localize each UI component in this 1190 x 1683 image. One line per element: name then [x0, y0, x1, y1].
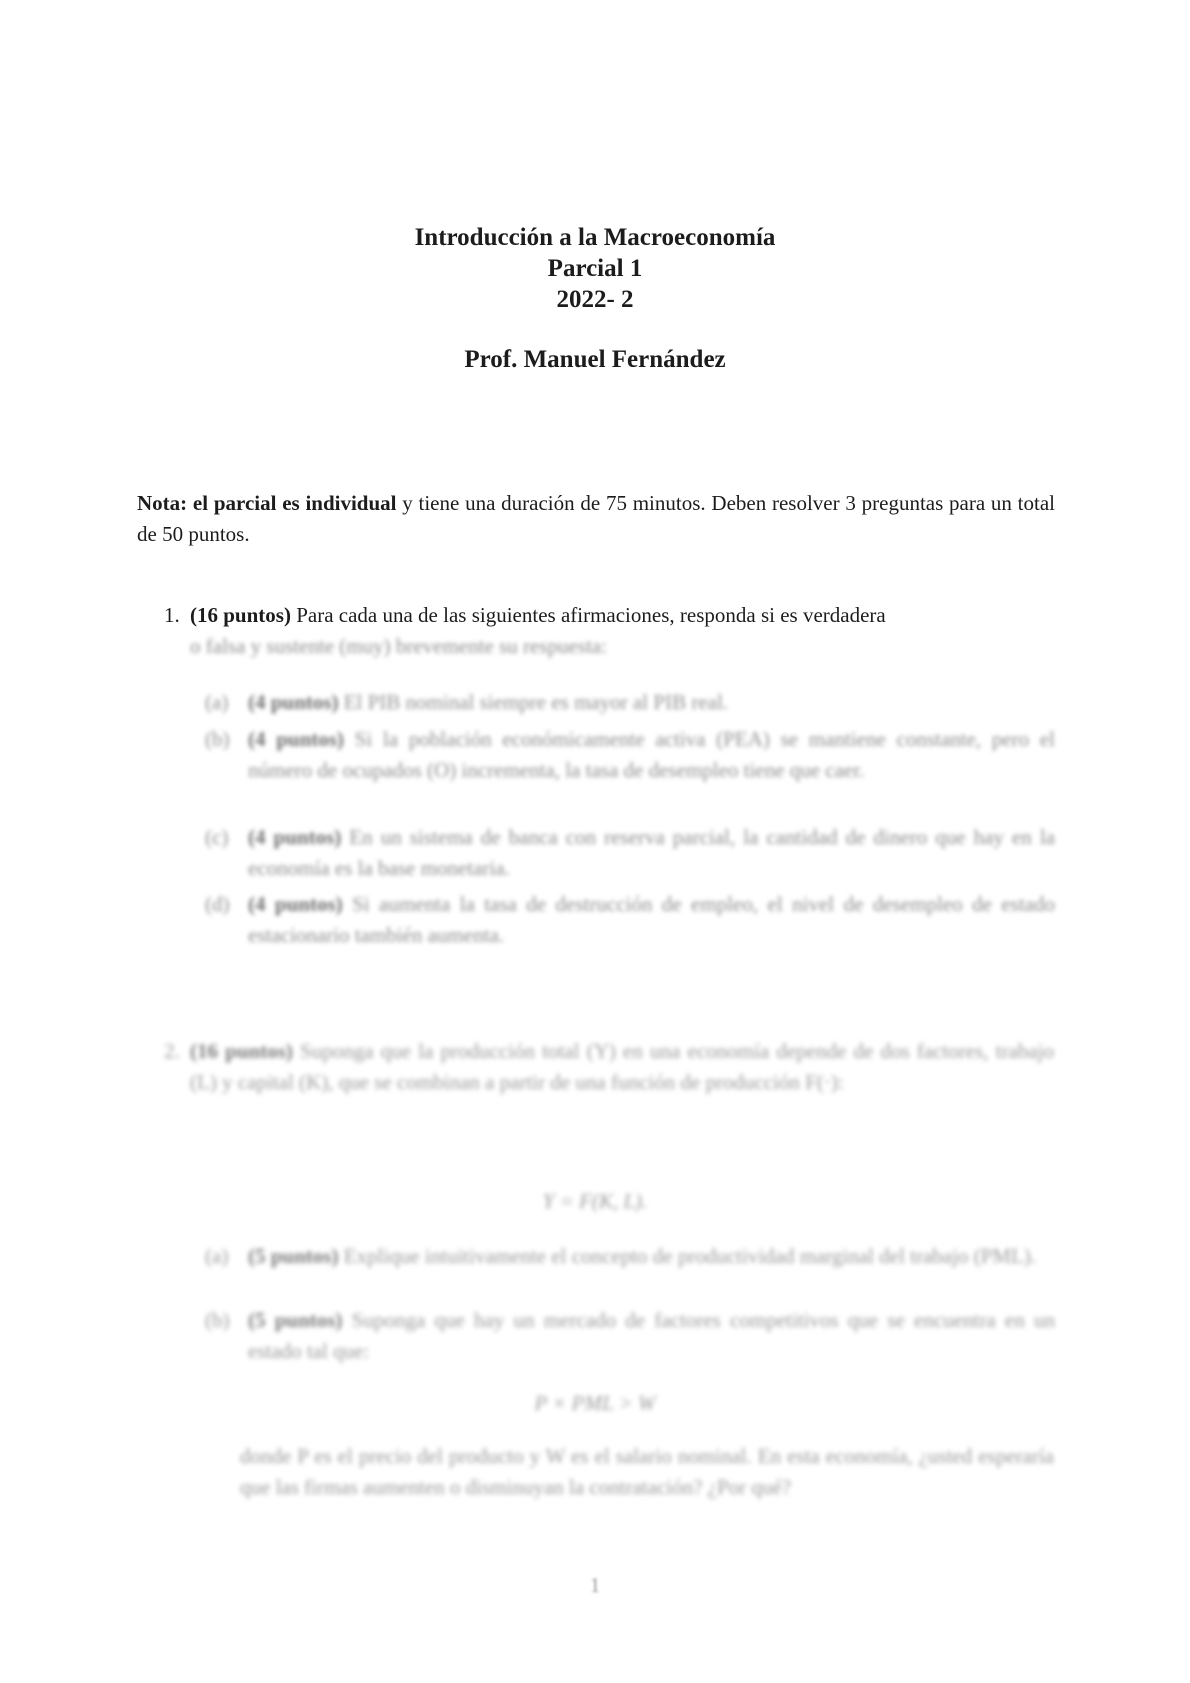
- exam-note: [137, 488, 1055, 550]
- production-function-formula: Y = F(K, L).: [542, 1189, 648, 1213]
- exam-term: 2022- 2: [556, 286, 634, 313]
- course-title: Introducción a la Macroeconomía: [414, 224, 776, 251]
- q1-item-d: [205, 889, 1055, 951]
- q1-item-d-text: [248, 889, 1055, 951]
- q1-item-a: [205, 687, 1055, 718]
- q1-item-d-label: (d): [205, 892, 230, 916]
- question-1-points: (16 puntos): [190, 603, 291, 627]
- question-2-number: 2.: [164, 1039, 180, 1063]
- q2-item-b-label: (b): [205, 1308, 230, 1332]
- question-1-intro-text: Para cada una de las siguientes afirmaciones, responda si es verdadera: [290, 603, 886, 627]
- q1-item-c-statement: En un sistema de banca con reserva parcial, la cantidad de dinero que hay en la economía es la base monetaria.: [248, 825, 1055, 880]
- q1-item-b-text: [248, 724, 1055, 786]
- exam-title: Parcial 1: [547, 255, 643, 282]
- exam-note-rest: y tiene una duración de 75 minutos. Deben resolver 3 preguntas para un total de 50 puntos.: [137, 491, 1055, 546]
- marginal-product-condition-formula: P × PML > W: [534, 1391, 656, 1415]
- q1-item-b-label: (b): [205, 727, 230, 751]
- q1-item-d-points: (4 puntos): [248, 892, 343, 916]
- question-1-number: 1.: [164, 603, 180, 627]
- q2-item-a: [205, 1241, 1055, 1272]
- q1-item-a-label: (a): [205, 690, 229, 714]
- q1-item-a-statement: El PIB nominal siempre es mayor al PIB real.: [338, 690, 729, 714]
- document-header: [0, 222, 1190, 315]
- q1-item-d-statement: Si aumenta la tasa de destrucción de empleo, el nivel de desempleo de estado estacionario también aumenta.: [248, 892, 1055, 947]
- question-1-intro: [164, 600, 1054, 662]
- q2-item-b-statement: Suponga que hay un mercado de factores competitivos que se encuentra en un estado tal que:: [248, 1308, 1055, 1363]
- question-1-intro-body: [190, 600, 1054, 662]
- q2-item-a-points: (5 puntos): [248, 1244, 339, 1268]
- q2-item-b-points: (5 puntos): [248, 1308, 343, 1332]
- question-2-intro-text: Suponga que la producción total (Y) en una economía depende de dos factores, trabajo (L) y capital (K), que se combinan a partir de una función de producción F(·):: [190, 1039, 1054, 1094]
- q1-item-b-points: (4 puntos): [248, 727, 344, 751]
- q1-item-c-points: (4 puntos): [248, 825, 342, 849]
- q2-item-a-text: [248, 1241, 1055, 1272]
- q2-item-b: [205, 1305, 1055, 1367]
- question-2-points: (16 puntos): [190, 1039, 293, 1063]
- professor-name: Prof. Manuel Fernández: [464, 346, 726, 373]
- page-number: 1: [589, 1573, 601, 1597]
- question-2-intro: [164, 1036, 1054, 1098]
- q1-item-a-text: [248, 687, 1055, 718]
- q1-item-b: [205, 724, 1055, 786]
- q1-item-b-statement: Si la población económicamente activa (PEA) se mantiene constante, pero el número de ocupados (O) incrementa, la tasa de desempleo tiene que caer.: [248, 727, 1055, 782]
- q2-closing-paragraph: donde P es el precio del producto y W es el salario nominal. En esta economía, ¿usted esperaría que las firmas aumenten o disminuyan la contratación? ¿Por qué?: [240, 1444, 1054, 1499]
- exam-note-bold: Nota: el parcial es individual: [137, 491, 397, 515]
- q1-item-c-label: (c): [205, 825, 229, 849]
- question-2-intro-body: [190, 1036, 1054, 1098]
- q1-item-c-text: [248, 822, 1055, 884]
- q2-item-a-label: (a): [205, 1244, 229, 1268]
- question-1-intro-blurred: o falsa y sustente (muy) brevemente su respuesta:: [190, 634, 607, 658]
- q1-item-c: [205, 822, 1055, 884]
- q1-item-a-points: (4 puntos): [248, 690, 339, 714]
- q2-item-b-text: [248, 1305, 1055, 1367]
- q2-item-a-statement: Explique intuitivamente el concepto de productividad marginal del trabajo (PML).: [338, 1244, 1037, 1268]
